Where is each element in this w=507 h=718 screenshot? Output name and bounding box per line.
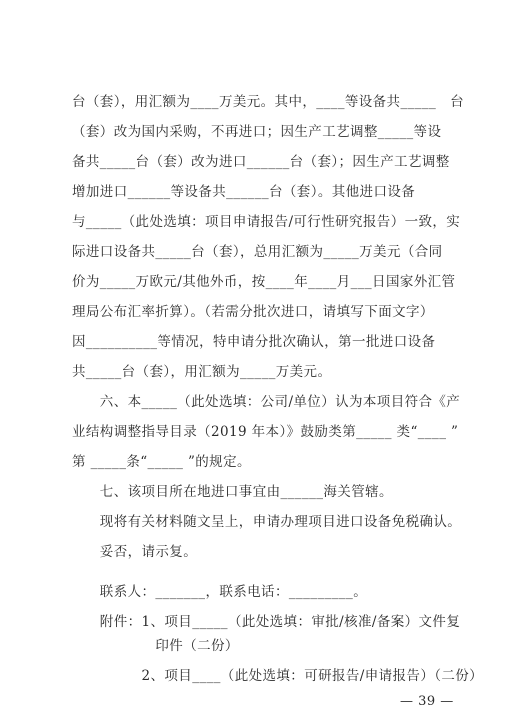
paragraph-line: 与_____（此处选填：项目申请报告/可行性研究报告）一致，实: [72, 214, 461, 230]
paragraph-line: 六、本_____（此处选填：公司/单位）认为本项目符合《产: [72, 394, 461, 410]
contact-line: 联系人：_______，联系电话：_________。: [72, 584, 368, 600]
paragraph-line: 备共_____台（套）改为进口______台（套）；因生产工艺调整: [72, 154, 450, 170]
attachment-line: 附件：1、项目_____（此处选填：审批/核准/备案）文件复: [72, 614, 461, 630]
paragraph-line: 价为_____万欧元/其他外币，按____年____月___日国家外汇管: [72, 274, 456, 290]
page-number: — 39 —: [400, 694, 454, 709]
attachment-line: 印件（二份）: [72, 638, 239, 654]
paragraph-line: 增加进口______等设备共______台（套）。其他进口设备: [72, 184, 416, 200]
attachment-line: 2、项目____（此处选填：可研报告/申请报告）（二份）: [72, 668, 484, 684]
paragraph-line: （套）改为国内采购，不再进口；因生产工艺调整_____等设: [72, 124, 442, 140]
paragraph-line: 业结构调整指导目录（2019 年本）》鼓励类第_____ 类“____ ”: [72, 424, 459, 440]
paragraph-line: 共_____台（套），用汇额为_____万美元。: [72, 364, 332, 380]
paragraph-line: 因__________等情况，特申请分批次确认，第一批进口设备: [72, 334, 436, 350]
paragraph-line: 现将有关材料随文呈上，申请办理项目进口设备免税确认。: [72, 514, 462, 530]
paragraph-line: 第 _____条“_____ ”的规定。: [72, 454, 251, 470]
paragraph-line: 理局公布汇率折算）。（若需分批次进口，请填写下面文字）: [72, 304, 434, 320]
paragraph-line: 妥否，请示复。: [72, 544, 198, 560]
paragraph-line: 七、该项目所在地进口事宜由______海关管辖。: [72, 484, 393, 500]
paragraph-line: 际进口设备共_____台（套），总用汇额为_____万美元（合同: [72, 244, 443, 260]
paragraph-line: 台（套），用汇额为____万美元。其中，____等设备共_____ 台: [72, 94, 464, 110]
